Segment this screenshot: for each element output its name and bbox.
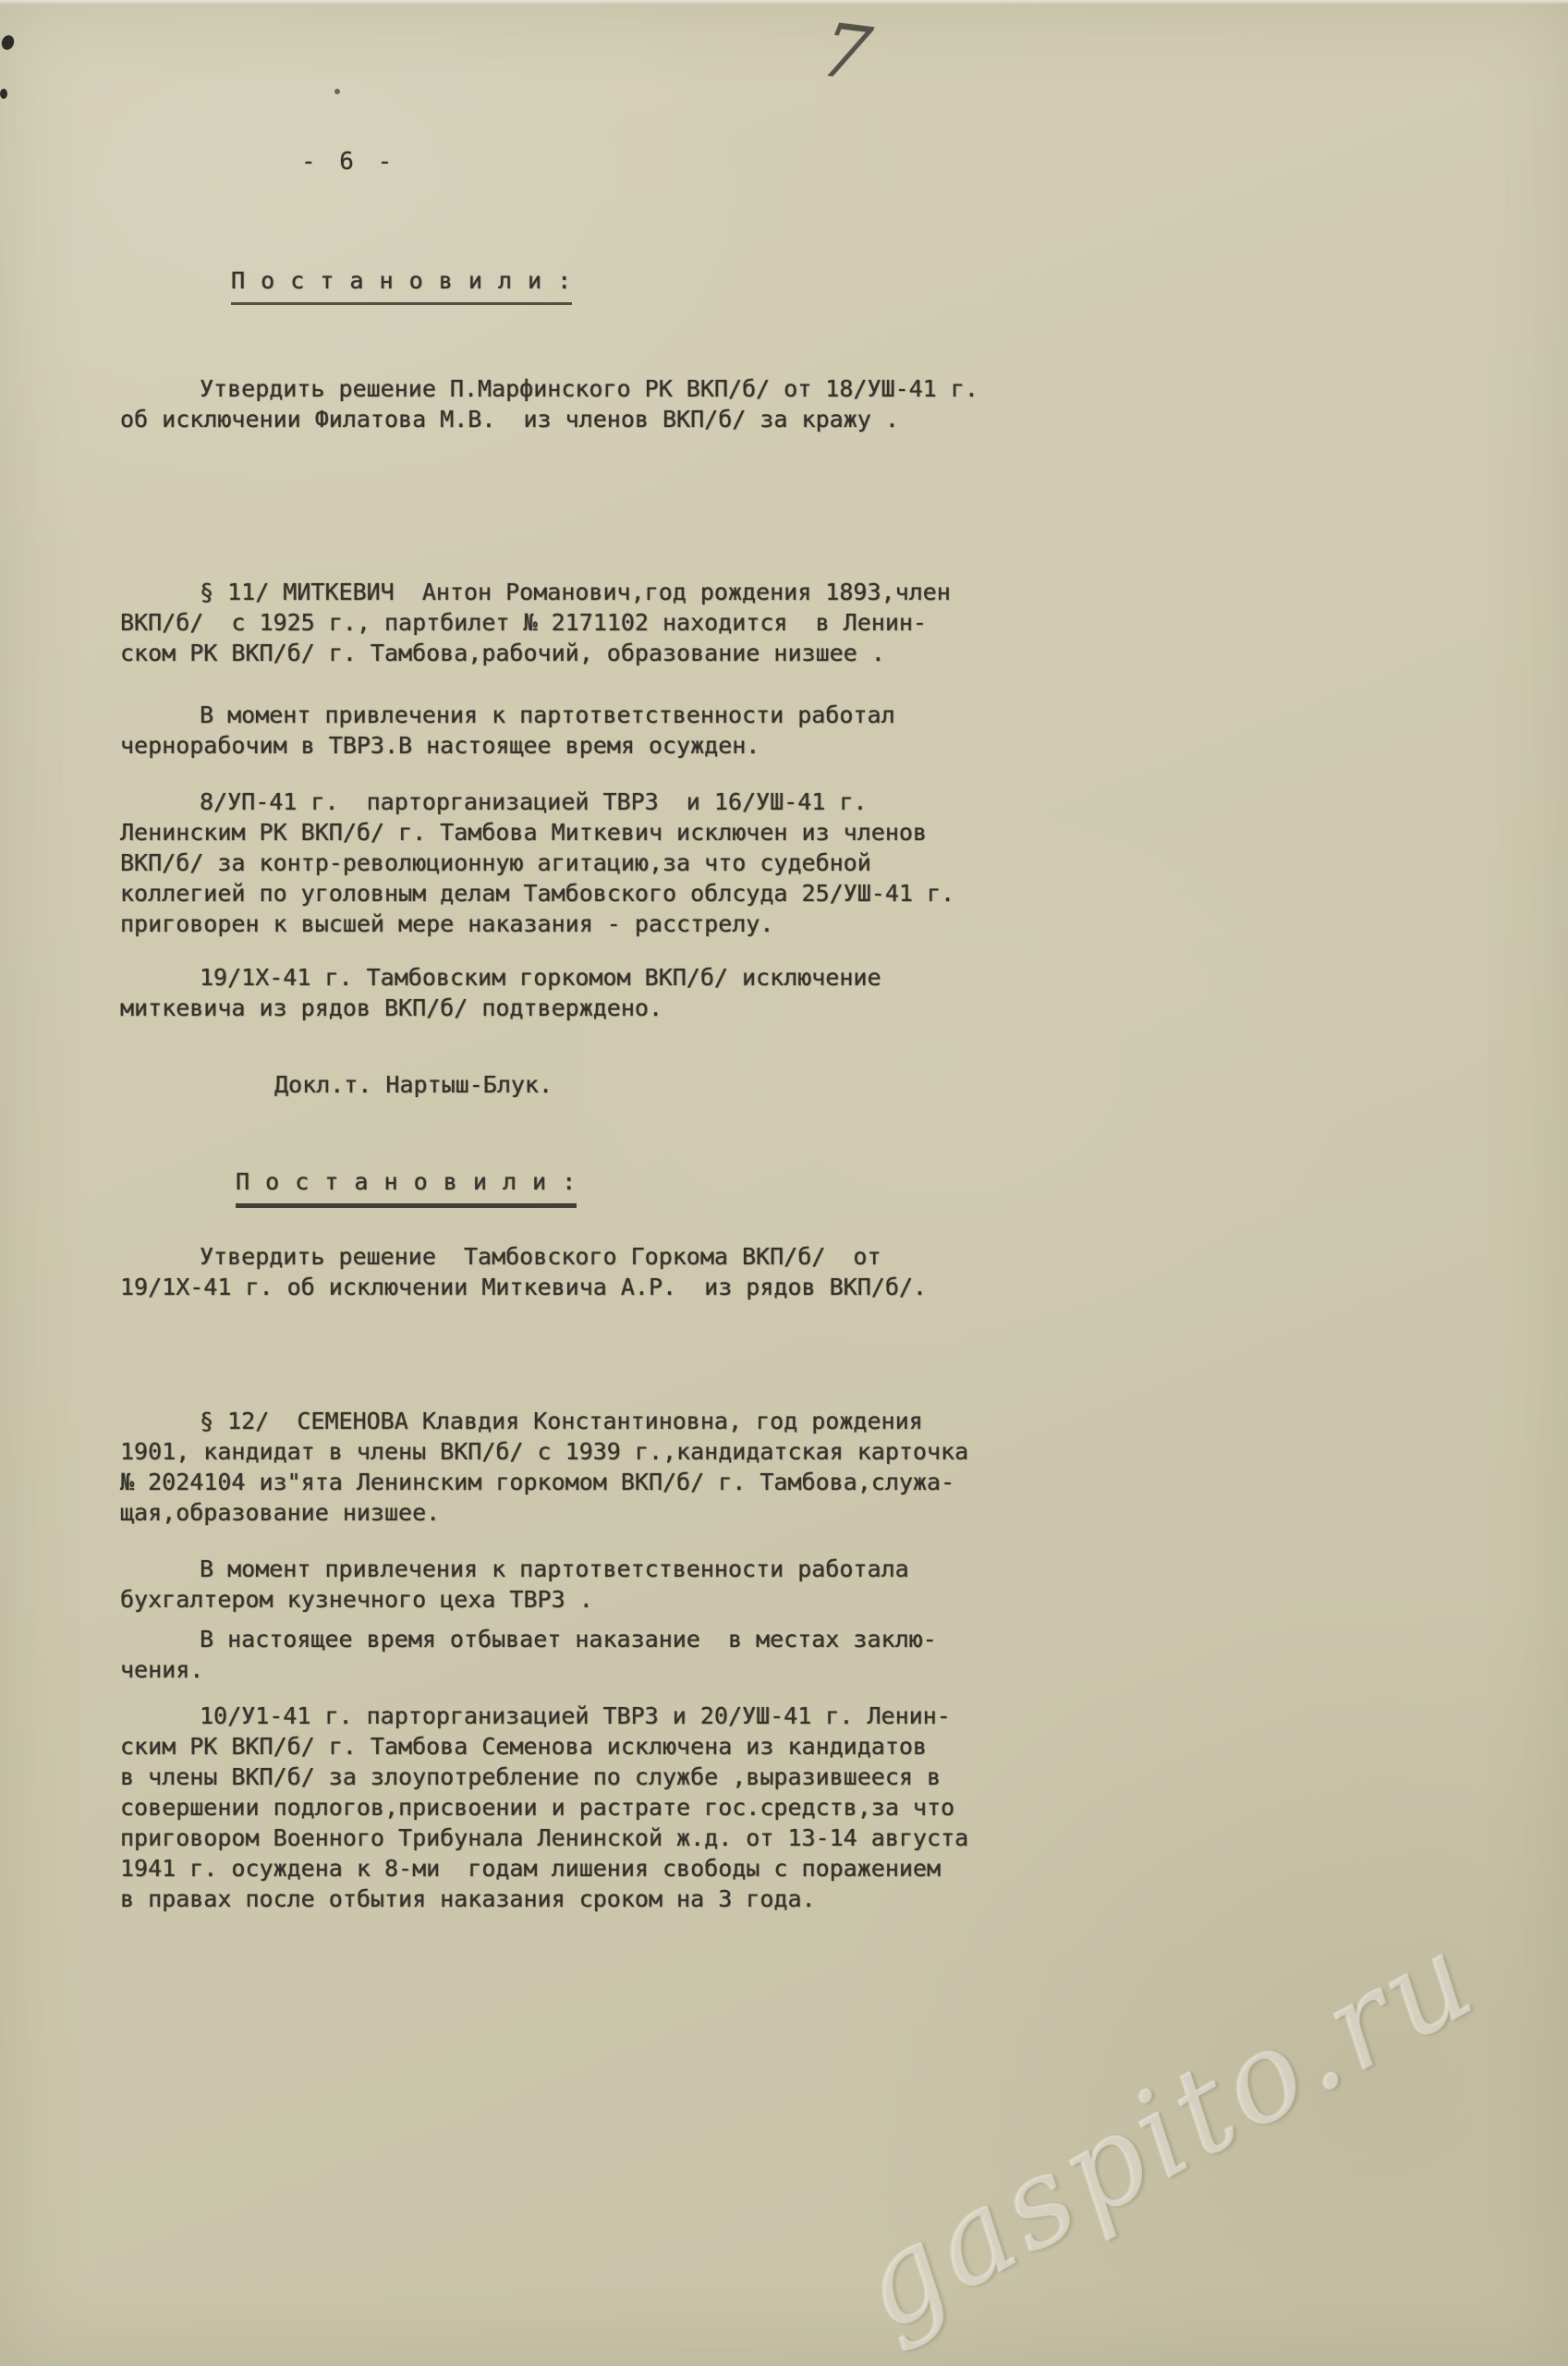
paragraph-semenova-record [120, 1406, 989, 1528]
text-line: 8/УП-41 г. парторганизацией ТВРЗ и 16/УШ-41 г. [200, 788, 868, 815]
text-line: § 12/ СЕМЕНОВА Клавдия Константиновна, год рождения [200, 1408, 923, 1434]
text-line: ском РК ВКП/б/ г. Тамбова,рабочий, образование низшее . [120, 640, 885, 666]
text-line: бухгалтером кузнечного цеха ТВРЗ . [120, 1586, 593, 1613]
paragraph-mitkevich-resolution [120, 1241, 989, 1302]
text-line: чения. [120, 1656, 204, 1683]
paper-speck [334, 89, 340, 94]
text-line: приговорен к высшей мере наказания - расстрелу. [120, 910, 774, 937]
heading-postanovili-1: П о с т а н о в и л и : [231, 265, 572, 305]
text-line: 19/1Х-41 г. Тамбовским горкомом ВКП/б/ исключение [200, 964, 881, 991]
text-line: в правах после отбытия наказания сроком на 3 года. [120, 1885, 816, 1912]
text-line: ВКП/б/ за контр-революционную агитацию,за что судебной [120, 849, 871, 876]
paragraph-semenova-employment [120, 1554, 989, 1615]
text-line: 1941 г. осуждена к 8-ми годам лишения свободы с поражением [120, 1855, 942, 1882]
text-line: об исключении Филатова М.В. из членов ВКП/б/ за кражу . [120, 406, 899, 433]
text-line: Ленинским РК ВКП/б/ г. Тамбова Миткевич исключен из членов [120, 819, 927, 846]
text-line: приговором Военного Трибунала Ленинской ж.д. от 13-14 августа [120, 1824, 969, 1851]
paragraph-mitkevich-record [120, 577, 989, 668]
paragraph-filatov-resolution [120, 373, 989, 434]
paragraph-mitkevich-confirmation [120, 962, 989, 1023]
text-line: 19/1Х-41 г. об исключении Миткевича А.Р. из рядов ВКП/б/. [120, 1274, 927, 1300]
text-line: В момент привлечения к партответственности работал [200, 701, 895, 728]
page-number: - 6 - [301, 148, 397, 176]
text-line: № 2024104 из"ята Ленинским горкомом ВКП/б/ г. Тамбова,служа- [120, 1469, 955, 1495]
text-line: совершении подлогов,присвоении и растрате гос.средств,за что [120, 1794, 955, 1821]
text-line: в члены ВКП/б/ за злоупотребление по службе ,выразившееся в [120, 1763, 942, 1790]
scan-edge [0, 0, 1568, 5]
text-line: Докл.т. Нартыш-Блук. [274, 1071, 553, 1098]
text-line: 1901, кандидат в члены ВКП/б/ с 1939 г.,кандидатская карточка [120, 1438, 969, 1465]
text-line: коллегией по уголовным делам Тамбовского облсуда 25/УШ-41 г. [120, 880, 955, 907]
paper-speck [0, 89, 7, 99]
paragraph-mitkevich-employment [120, 700, 989, 761]
text-line: миткевича из рядов ВКП/б/ подтверждено. [120, 994, 662, 1021]
text-line: Утвердить решение П.Марфинского РК ВКП/б/ от 18/УШ-41 г. [200, 375, 978, 402]
text-line: Утвердить решение Тамбовского Горкома ВКП/б/ от [200, 1243, 881, 1270]
paragraph-semenova-expulsion [120, 1701, 989, 1914]
text-line: ВКП/б/ с 1925 г., партбилет № 2171102 находится в Ленин- [120, 609, 927, 636]
paper-speck [0, 33, 16, 51]
text-line: ским РК ВКП/б/ г. Тамбова Семенова исключена из кандидатов [120, 1733, 927, 1760]
reporter-line [274, 1069, 1143, 1100]
handwritten-page-number: 7 [814, 6, 878, 98]
paragraph-mitkevich-expulsion [120, 787, 989, 939]
paragraph-semenova-status [120, 1624, 989, 1685]
heading-postanovili-2: П о с т а н о в и л и : [236, 1166, 577, 1208]
text-line: 10/У1-41 г. парторганизацией ТВРЗ и 20/УШ-41 г. Ленин- [200, 1702, 951, 1729]
watermark: gaspito.ru [833, 1903, 1500, 2360]
text-line: § 11/ МИТКЕВИЧ Антон Романович,год рождения 1893,член [200, 579, 951, 605]
text-line: чернорабочим в ТВРЗ.В настоящее время осужден. [120, 732, 760, 759]
text-line: В момент привлечения к партответственности работала [200, 1555, 909, 1582]
text-line: В настоящее время отбывает наказание в местах заклю- [200, 1626, 937, 1653]
text-line: щая,образование низшее. [120, 1499, 441, 1526]
